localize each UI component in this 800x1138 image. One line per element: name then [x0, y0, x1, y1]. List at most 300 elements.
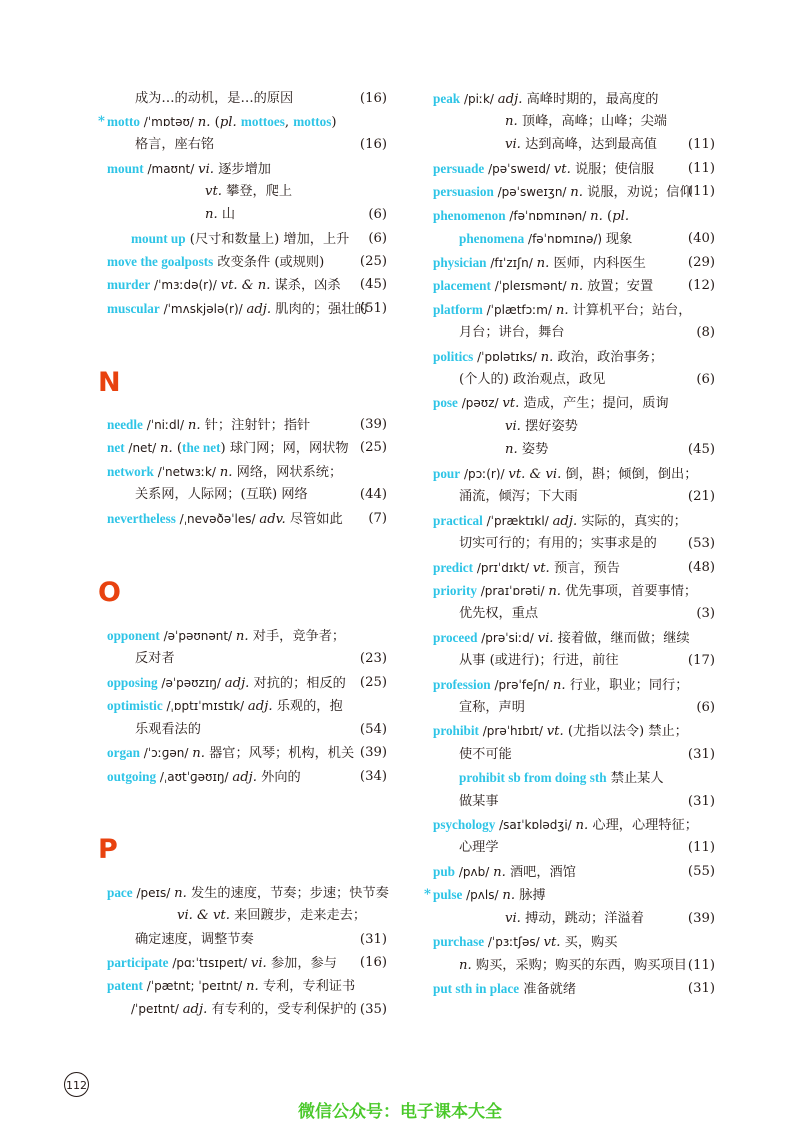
entry-line — [433, 345, 715, 368]
headword: phenomena — [459, 231, 525, 246]
headword: purchase — [433, 934, 485, 949]
definition: 医师，内科医生 — [549, 256, 646, 271]
part-of-speech: n. — [235, 629, 249, 644]
phonetic: /prəˈfeʃn/ — [490, 678, 553, 692]
definition: 计算机平台；站台， — [568, 303, 692, 318]
entry-line — [433, 368, 715, 391]
page-ref: (34) — [359, 769, 387, 784]
part-of-speech: n. — [505, 114, 518, 129]
entry-text — [459, 766, 664, 790]
definition: ) 球门网；网，网状物 — [220, 441, 349, 456]
headword: placement — [433, 278, 491, 293]
definition: 造成，产生；提问，质询 — [519, 396, 669, 411]
entry-text — [433, 883, 546, 907]
section-letter-n: N — [98, 367, 121, 398]
definition: 关系网，人际网；(互联) 网络 — [135, 487, 308, 502]
entry-line — [433, 157, 715, 180]
definition: 器官；风琴；机构，机关 — [204, 746, 355, 761]
definition: 尽管如此 — [285, 512, 343, 527]
part-of-speech: n. — [505, 442, 518, 457]
definition: 对抗的；相反的 — [249, 676, 346, 691]
entry-line — [433, 438, 715, 461]
phonetic: /praɪˈɒrəti/ — [476, 584, 549, 598]
page-ref: (31) — [687, 981, 715, 996]
part-of-speech: n. — [536, 256, 550, 271]
entry-line — [107, 624, 387, 647]
part-of-speech: pl. — [612, 209, 630, 224]
page-ref: (45) — [687, 442, 715, 457]
entry-line — [107, 741, 387, 764]
part-of-speech: vt. — [205, 184, 222, 199]
entry-text — [433, 204, 629, 228]
entry-line — [107, 460, 387, 483]
headword: peak — [433, 91, 461, 106]
entry-line — [107, 157, 387, 180]
entry-line — [107, 974, 387, 997]
phonetic: /ˈplætfɔːm/ — [482, 303, 556, 317]
definition: ) — [331, 115, 337, 130]
headword: the net — [182, 440, 221, 455]
part-of-speech: n. — [540, 350, 554, 365]
entry-text — [135, 718, 201, 741]
part-of-speech: adv. — [259, 512, 286, 527]
entry-line — [433, 532, 715, 555]
entry-text — [107, 881, 389, 905]
definition: 逐步增加 — [214, 162, 271, 177]
entry-text — [433, 977, 576, 1001]
definition: 格言，座右铭 — [135, 137, 215, 152]
definition: 政治，政治事务； — [553, 350, 664, 365]
entry-text — [459, 696, 525, 719]
definition: 买，购买 — [560, 935, 618, 950]
entry-text — [433, 180, 693, 204]
definition: ( — [602, 209, 613, 224]
definition: 使不可能 — [459, 747, 512, 762]
page-ref: (25) — [359, 254, 387, 269]
headword: practical — [433, 513, 483, 528]
entry-text — [107, 974, 355, 998]
entry-text — [433, 298, 691, 322]
page-ref: (40) — [687, 231, 715, 246]
definition: 发生的速度，节奏；步速；快节奏 — [186, 886, 389, 901]
part-of-speech: vi. — [198, 162, 214, 177]
page-ref: (6) — [368, 207, 387, 222]
entry-line — [107, 765, 387, 788]
entry-line — [107, 483, 387, 506]
headword: pour — [433, 466, 461, 481]
entry-text — [135, 133, 214, 156]
page-ref: (55) — [687, 864, 715, 879]
entry-line — [433, 227, 715, 250]
entry-line — [107, 951, 387, 974]
entry-line — [424, 883, 715, 906]
star-marker: * — [98, 114, 105, 129]
entry-line — [433, 719, 715, 742]
entry-line — [433, 649, 715, 672]
part-of-speech: adj. — [246, 302, 272, 317]
part-of-speech: vi. — [505, 137, 521, 152]
part-of-speech: vt. — [502, 396, 520, 411]
entry-line — [107, 413, 387, 436]
part-of-speech: n. — [555, 303, 569, 318]
entry-line — [433, 274, 715, 297]
phonetic: /pəʊz/ — [457, 396, 503, 410]
entry-line — [433, 696, 715, 719]
phonetic: /pʌb/ — [455, 865, 494, 879]
phonetic: /əˈpəʊnənt/ — [159, 629, 236, 643]
entry-text — [107, 624, 345, 648]
phonetic: /ˌaʊtˈɡəʊɪŋ/ — [156, 770, 233, 784]
page-ref: (39) — [687, 911, 715, 926]
headword: physician — [433, 255, 487, 270]
entry-text — [459, 602, 538, 625]
definition: 切实可行的；有用的；实事求是的 — [459, 536, 657, 551]
definition: 改变条件 (或规则) — [213, 255, 325, 270]
definition: 做某事 — [459, 794, 499, 809]
definition: 对手，竞争者； — [248, 629, 346, 644]
definition: 网络，网状系统； — [232, 465, 343, 480]
entry-line — [433, 766, 715, 789]
entry-line — [107, 297, 387, 320]
part-of-speech: vt. — [543, 935, 561, 950]
entry-text — [433, 345, 663, 369]
entry-line — [433, 954, 715, 977]
page-ref: (35) — [359, 1002, 387, 1017]
headword: prohibit — [433, 723, 479, 738]
entry-text — [135, 483, 308, 506]
phonetic: /fɪˈzɪʃn/ — [486, 256, 537, 270]
page-ref: (54) — [359, 722, 387, 737]
entry-text — [433, 509, 687, 533]
page-ref: (39) — [359, 745, 387, 760]
entry-line — [433, 321, 715, 344]
entry-line — [107, 436, 387, 459]
entry-text — [177, 904, 366, 927]
part-of-speech: adj. — [247, 699, 273, 714]
phonetic: /ˈmɒtəʊ/ — [139, 115, 198, 129]
entry-text — [433, 626, 690, 650]
entry-text — [433, 860, 576, 884]
phonetic: /piːk/ — [460, 92, 498, 106]
phonetic: /ˈpætnt; ˈpeɪtnt/ — [142, 979, 246, 993]
entry-line — [433, 391, 715, 414]
entry-text — [459, 485, 578, 508]
entry-line — [107, 904, 387, 927]
entry-line — [433, 556, 715, 579]
entry-line — [107, 203, 387, 226]
entry-text — [459, 954, 687, 977]
entry-line — [433, 907, 715, 930]
headword: network — [107, 464, 154, 479]
entry-text — [107, 273, 341, 297]
definition: 搏动，跳动；洋溢着 — [520, 911, 644, 926]
entry-text — [505, 110, 667, 133]
entry-text — [107, 413, 310, 437]
entry-text — [459, 649, 619, 672]
page-ref: (53) — [687, 536, 715, 551]
entry-text — [459, 836, 499, 859]
definition: 乐观看法的 — [135, 722, 201, 737]
page-ref: (39) — [359, 417, 387, 432]
entry-text — [433, 462, 697, 486]
entry-text — [433, 579, 697, 603]
entry-line — [433, 485, 715, 508]
entry-text — [107, 297, 368, 321]
entry-text — [459, 321, 565, 344]
headword: politics — [433, 349, 474, 364]
phonetic: /fəˈnɒmɪnən/ — [505, 209, 591, 223]
definition: 实际的，真实的； — [577, 514, 687, 529]
headword: optimistic — [107, 698, 163, 713]
entry-line — [107, 133, 387, 156]
headword: mount up — [131, 231, 186, 246]
entry-line — [433, 790, 715, 813]
headword: opposing — [107, 675, 158, 690]
entry-line — [433, 743, 715, 766]
page-ref: (16) — [359, 137, 387, 152]
part-of-speech: n. — [192, 746, 205, 761]
headword: platform — [433, 302, 483, 317]
headword: organ — [107, 745, 140, 760]
part-of-speech: n. — [219, 465, 233, 480]
phonetic: /pɔː(r)/ — [460, 467, 509, 481]
entry-line — [433, 673, 715, 696]
headword: prohibit sb from doing sth — [459, 770, 607, 785]
headword: muscular — [107, 301, 160, 316]
entry-line — [107, 998, 387, 1021]
page-ref: (44) — [359, 487, 387, 502]
phonetic: /net/ — [124, 441, 161, 455]
part-of-speech: n. — [570, 279, 584, 294]
entry-text — [107, 460, 342, 484]
entry-text — [131, 998, 357, 1021]
headword: motto — [107, 114, 140, 129]
headword: persuasion — [433, 184, 494, 199]
entry-line — [98, 110, 387, 133]
page-ref: (8) — [696, 325, 715, 340]
entry-text — [433, 251, 646, 275]
definition: 肌肉的；强壮的 — [271, 302, 368, 317]
definition: 预言，预告 — [549, 561, 620, 576]
headword: pub — [433, 864, 456, 879]
part-of-speech: n. — [205, 207, 218, 222]
page-ref: (12) — [687, 278, 715, 293]
page-ref: (31) — [359, 932, 387, 947]
page-ref: (11) — [687, 184, 715, 199]
headword: mount — [107, 161, 144, 176]
definition: 行业，职业；同行； — [565, 678, 689, 693]
entry-text — [107, 250, 324, 274]
page-ref: (11) — [687, 840, 715, 855]
headword: predict — [433, 560, 474, 575]
headword: murder — [107, 277, 151, 292]
star-marker: * — [424, 887, 431, 902]
definition: 乐观的，抱 — [272, 699, 343, 714]
definition: 来回踱步，走来走去； — [229, 908, 367, 923]
entry-line — [433, 977, 715, 1000]
definition: 参加，参与 — [266, 956, 337, 971]
definition: 放置；安置 — [583, 279, 654, 294]
page-ref: (16) — [359, 955, 387, 970]
entry-text — [107, 110, 336, 134]
entry-text — [205, 203, 235, 226]
part-of-speech: n. — [570, 185, 583, 200]
footer-watermark: 微信公众号：电子课本大全 — [298, 1102, 502, 1122]
headword: proceed — [433, 630, 478, 645]
entry-line — [433, 180, 715, 203]
entry-line — [433, 204, 715, 227]
page-ref: (6) — [696, 372, 715, 387]
entry-line — [107, 928, 387, 951]
entry-line — [433, 930, 715, 953]
headword: net — [107, 440, 125, 455]
phonetic: /fəˈnɒmɪnə/) — [524, 232, 606, 246]
entry-line — [433, 626, 715, 649]
phonetic: /ˌɒptɪˈmɪstɪk/ — [162, 699, 248, 713]
phonetic: /ˈniːdl/ — [142, 418, 188, 432]
entry-text — [107, 694, 343, 718]
entry-text — [433, 274, 653, 298]
definition: 针；注射针；指针 — [200, 418, 311, 433]
entry-text — [107, 436, 349, 460]
part-of-speech: vi. — [250, 956, 267, 971]
entry-text — [505, 133, 657, 156]
definition: 接着做，继而做；继续 — [553, 631, 690, 646]
part-of-speech: n. — [548, 584, 561, 599]
entry-line — [107, 507, 387, 530]
part-of-speech: n. — [502, 888, 516, 903]
entry-text — [107, 157, 271, 181]
part-of-speech: n. — [459, 958, 472, 973]
entry-line — [433, 110, 715, 133]
page-ref: (31) — [687, 794, 715, 809]
part-of-speech: vt. — [532, 561, 550, 576]
phonetic: /saɪˈkɒlədʒi/ — [495, 818, 576, 832]
entry-line — [107, 881, 387, 904]
section-letter-o: O — [98, 577, 121, 608]
page-ref: (31) — [687, 747, 715, 762]
definition: (个人的) 政治观点，政见 — [459, 372, 606, 387]
headword: patent — [107, 978, 143, 993]
definition: 心理学 — [459, 840, 499, 855]
definition: 专利，专利证书 — [258, 979, 356, 994]
entry-text — [131, 227, 349, 251]
entry-line — [433, 133, 715, 156]
page-ref: (17) — [687, 653, 715, 668]
entry-text — [505, 415, 578, 438]
entry-text — [505, 907, 644, 930]
entry-text — [433, 719, 688, 743]
definition: 倒，斟；倾倒，倒出； — [561, 467, 698, 482]
section-letter-p: P — [98, 834, 118, 865]
phonetic: /ˈnetwɜːk/ — [153, 465, 220, 479]
part-of-speech: adj. — [224, 676, 250, 691]
entry-line — [433, 87, 715, 110]
part-of-speech: vi. — [537, 631, 554, 646]
headword: phenomenon — [433, 208, 506, 223]
entry-text — [433, 673, 688, 697]
definition: 山 — [217, 207, 236, 222]
entry-text — [107, 765, 301, 789]
entry-line — [107, 718, 387, 741]
headword: profession — [433, 677, 491, 692]
phonetic: /ˈpræktɪkl/ — [482, 514, 553, 528]
definition: 反对者 — [135, 651, 175, 666]
phonetic: /peɪs/ — [132, 886, 175, 900]
definition: 达到高峰，达到最高值 — [520, 137, 657, 152]
part-of-speech: adj. — [497, 92, 523, 107]
definition: 酒吧，酒馆 — [505, 865, 576, 880]
headword: persuade — [433, 161, 485, 176]
definition: 成为…的动机，是…的原因 — [135, 91, 294, 106]
part-of-speech: n. — [493, 865, 506, 880]
entry-line — [107, 694, 387, 717]
headword: pace — [107, 885, 133, 900]
part-of-speech: vi. — [505, 911, 521, 926]
definition: 禁止某人 — [606, 771, 664, 786]
page-ref: (16) — [359, 91, 387, 106]
page-ref: (11) — [687, 958, 715, 973]
definition: 宣称，声明 — [459, 700, 525, 715]
entry-line — [107, 273, 387, 296]
definition: 说服；使信服 — [570, 162, 655, 177]
entry-line — [107, 250, 387, 273]
phonetic: /pʌls/ — [462, 888, 503, 902]
entry-line — [433, 462, 715, 485]
phonetic: /ˈmʌskjələ(r)/ — [159, 302, 247, 316]
definition: 高峰时期的，最高度的 — [522, 92, 659, 107]
part-of-speech: pl. — [219, 115, 237, 130]
part-of-speech: n. — [590, 209, 603, 224]
definition: 心理，心理特征； — [588, 818, 698, 833]
definition: 确定速度，调整节奏 — [135, 932, 254, 947]
definition: 攀登，爬上 — [221, 184, 293, 199]
part-of-speech: n. — [197, 115, 211, 130]
definition: 准备就绪 — [519, 982, 577, 997]
entry-text — [433, 556, 620, 580]
entry-line — [107, 180, 387, 203]
phonetic: /ˈpleɪsmənt/ — [490, 279, 571, 293]
entry-text — [459, 743, 512, 766]
entry-text — [459, 368, 605, 391]
phonetic: /ˈɔːɡən/ — [139, 746, 193, 760]
phonetic: /ˌnevəðəˈles/ — [175, 512, 260, 526]
definition: 外向的 — [256, 770, 301, 785]
phonetic: /ˈmɜːdə(r)/ — [150, 278, 221, 292]
entry-text — [107, 951, 337, 975]
phonetic: /əˈpəʊzɪŋ/ — [157, 676, 225, 690]
entry-text — [459, 790, 499, 813]
page-ref: (25) — [359, 440, 387, 455]
entry-line — [433, 836, 715, 859]
entry-line — [433, 415, 715, 438]
entry-text — [107, 741, 354, 765]
definition: , — [284, 115, 294, 130]
page-ref: (6) — [368, 231, 387, 246]
page-ref: (25) — [359, 675, 387, 690]
entry-text — [459, 532, 657, 555]
entry-text — [205, 180, 292, 203]
part-of-speech: n. — [160, 441, 173, 456]
definition: 说服，劝说；信仰 — [582, 185, 693, 200]
part-of-speech: n. — [575, 818, 589, 833]
definition: (尺寸和数量上) 增加，上升 — [185, 232, 350, 247]
definition: 摆好姿势 — [520, 419, 578, 434]
headword: needle — [107, 417, 143, 432]
headword: pose — [433, 395, 458, 410]
part-of-speech: n. — [174, 886, 187, 901]
headword: outgoing — [107, 769, 157, 784]
